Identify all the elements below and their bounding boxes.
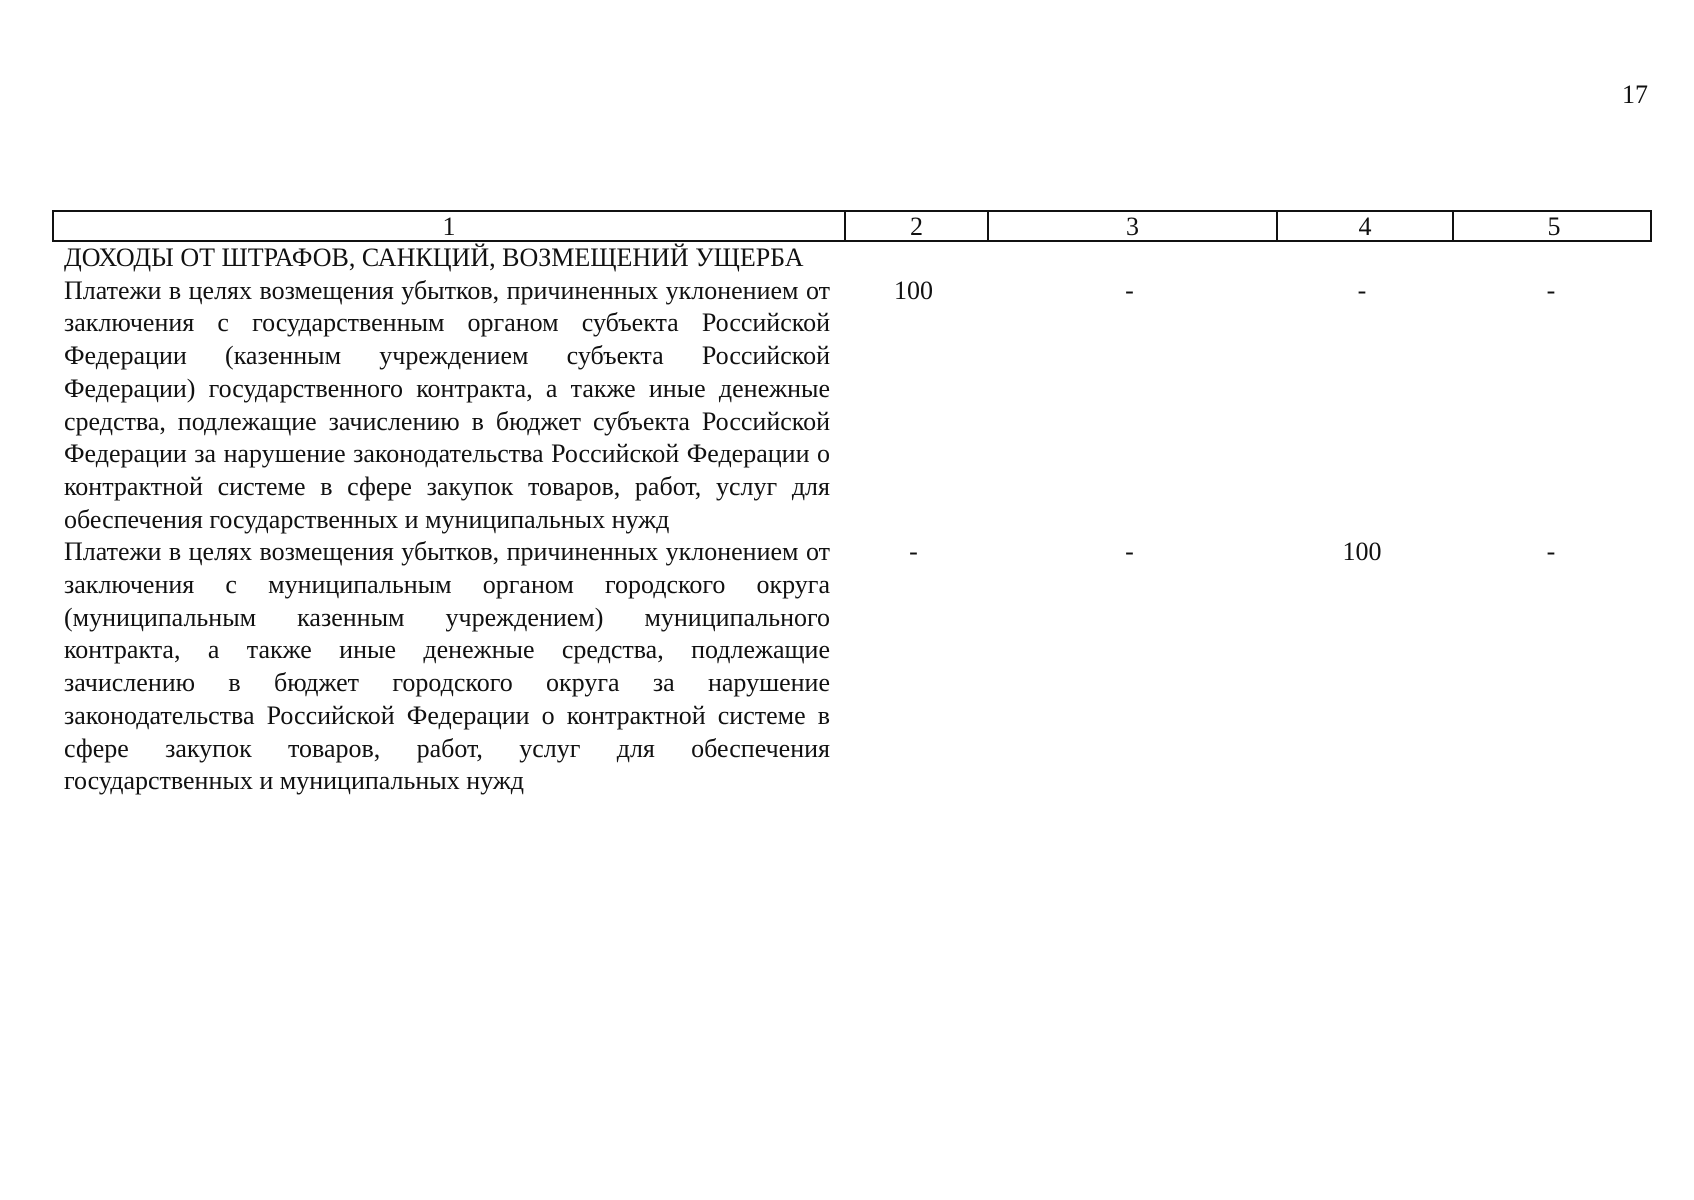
section-title: ДОХОДЫ ОТ ШТРАФОВ, САНКЦИЙ, ВОЗМЕЩЕНИЙ УЩЕРБА [64, 243, 804, 272]
row-col-5: - [1546, 275, 1556, 305]
header-col-1: 1 [442, 212, 456, 241]
table-header-row [52, 210, 1652, 242]
row-col-2: - [909, 537, 918, 567]
row-col-3: - [1125, 275, 1134, 305]
row-col-2: 100 [894, 275, 933, 305]
header-col-4: 4 [1276, 212, 1452, 240]
row-description: Платежи в целях возмещения убытков, причиненных уклонением от заключения с государственным органом субъекта Российской Федерации (казенным учреждением субъекта Российской Федерации) государственного контракта, а также иные денежные средства, подлежащие зачислению в бюджет субъекта Российской Федерации за нарушение законодательства Российской Федерации о контрактной системе в сфере закупок товаров, работ, услуг для обеспечения государственных и муниципальных нужд [64, 275, 830, 534]
row-col-3: - [1125, 537, 1134, 567]
header-col-3: 3 [987, 212, 1276, 240]
section-title-row [52, 242, 1652, 275]
header-col-5: 5 [1452, 212, 1654, 240]
row-col-4: 100 [1342, 537, 1382, 567]
table-row [52, 536, 1652, 798]
row-description: Платежи в целях возмещения убытков, причиненных уклонением от заключения с муниципальным органом городского округа (муниципальным казенным учреждением) муниципального контракта, а также иные денежные средства, подлежащие зачислению в бюджет городского округа за нарушение законодательства Российской Федерации о контрактной системе в сфере закупок товаров, работ, услуг для обеспечения государственных и муниципальных нужд [64, 537, 830, 796]
table-row [52, 275, 1652, 537]
revenue-table [52, 210, 1652, 798]
page-number: 17 [1622, 80, 1648, 109]
header-col-2: 2 [844, 212, 987, 240]
row-col-4: - [1357, 275, 1367, 305]
row-col-5: - [1546, 537, 1556, 567]
